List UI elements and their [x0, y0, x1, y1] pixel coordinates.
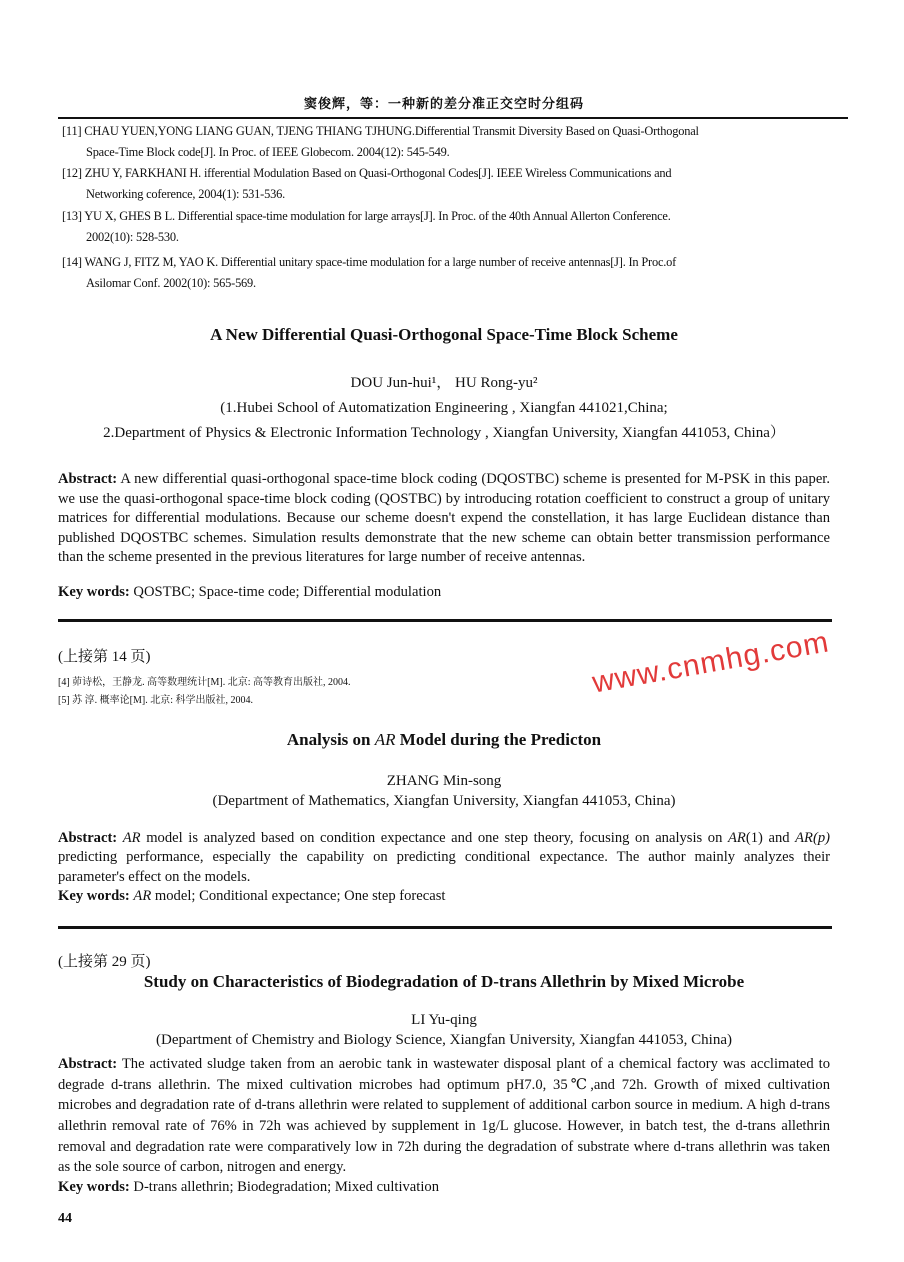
article1-title: A New Differential Quasi-Orthogonal Space-Time Block Scheme: [210, 325, 678, 344]
reference-5: [5] 苏 淳. 概率论[M]. 北京: 科学出版社, 2004.: [58, 694, 253, 706]
article2-abstract: Abstract: AR model is analyzed based on condition expectance and one step theory, focusing on analysis on AR(1) and AR(p) predicting performance, especially the capability on predicting conditional expectance. The author mainly analyzes their parameter's effect on the models.: [58, 829, 830, 885]
article3-keywords: Key words: D-trans allethrin; Biodegradation; Mixed cultivation: [58, 1179, 439, 1196]
header-rule: [58, 117, 848, 119]
article2-keywords: Key words: AR model; Conditional expectance; One step forecast: [58, 888, 446, 905]
reference-11: [11] CHAU YUEN,YONG LIANG GUAN, TJENG THIANG TJHUNG.Differential Transmit Diversity Based on Quasi-Orthogonal Space-Time Block code[J]. In Proc. of IEEE Globecom. 2004(12): 545-549.: [62, 124, 699, 159]
reference-13: [13] YU X, GHES B L. Differential space-time modulation for large arrays[J]. In Proc. of the 40th Annual Allerton Conference. 2002(10): 528-530.: [62, 209, 671, 244]
running-header: 窦俊辉，等：一种新的差分准正交空时分组码: [303, 96, 584, 111]
article3-abstract: Abstract: The activated sludge taken from an aerobic tank in wastewater disposal plant of a chemical factory was acclimated to degrade d-trans allethrin. The mixed cultivation microbes had optimum pH7.0, 35℃,and 72h. Growth of mixed cultivation microbes and degradation rate of d-trans allethrin were related to supplement of additional carbon source in medium. A high d-trans allethrin removal rate of 76% in 72h was achieved by supplement in 1g/L glucose. However, in batch test, the d-trans allethrin removal and degradation rate were comparatively low in 72h during the degradation of substrate where d-trans allethrin was taken as the sole source of carbon, nitrogen and energy.: [58, 1055, 830, 1176]
article1-authors: DOU Jun-hui¹， HU Rong-yu²: [350, 375, 538, 391]
article2-author: ZHANG Min-song: [386, 772, 502, 789]
reference-4: [4] 茆诗松，王静龙. 高等数理统计[M]. 北京: 高等教育出版社, 2004.: [58, 676, 351, 688]
reference-12: [12] ZHU Y, FARKHANI H. ifferential Modulation Based on Quasi-Orthogonal Codes[J]. IEEE Wireless Communications and Networking coference, 2004(1): 531-536.: [62, 166, 672, 201]
article2-title: Analysis on AR Model during the Predicton: [286, 729, 602, 749]
article1-keywords: Key words: QOSTBC; Space-time code; Differential modulation: [58, 583, 442, 600]
watermark: www.cnmhg.com: [589, 625, 832, 700]
continued-note-1: (上接第 14 页): [58, 648, 151, 665]
reference-14: [14] WANG J, FITZ M, YAO K. Differential unitary space-time modulation for a large number of receive antennas[J]. In Proc.of Asilomar Conf. 2002(10): 565-569.: [62, 255, 677, 290]
article1-abstract: Abstract: A new differential quasi-orthogonal space-time block coding (DQOSTBC) scheme is presented for M-PSK in this paper. we use the quasi-orthogonal space-time block coding (QOSTBC) by introducing rotation coefficient to construct a group of unitary matrices for differential modulations. Because our scheme doesn't expend the constellation, it has large Euclidean distance than published DQOSTBC schemes. Simulation results demonstrate that the new scheme can obtain better transmission performance than the scheme presented in the previous literatures for large number of receive antennas.: [58, 471, 831, 566]
article3-title: Study on Characteristics of Biodegradation of D-trans Allethrin by Mixed Microbe: [143, 971, 745, 991]
continued-note-2: (上接第 29 页): [58, 953, 151, 970]
article3-author: LI Yu-qing: [411, 1011, 477, 1028]
section-rule: [58, 619, 832, 622]
section-rule: [58, 926, 832, 929]
article1-affiliation2: 2.Department of Physics & Electronic Information Technology , Xiangfan University, Xiangfan 441053, China）: [103, 425, 785, 441]
article1-affiliation1: (1.Hubei School of Automatization Engineering , Xiangfan 441021,China;: [220, 400, 668, 416]
article2-affiliation: (Department of Mathematics, Xiangfan University, Xiangfan 441053, China): [212, 792, 676, 809]
page-number: 44: [58, 1210, 72, 1226]
article3-affiliation: (Department of Chemistry and Biology Science, Xiangfan University, Xiangfan 441053, China): [156, 1031, 732, 1048]
